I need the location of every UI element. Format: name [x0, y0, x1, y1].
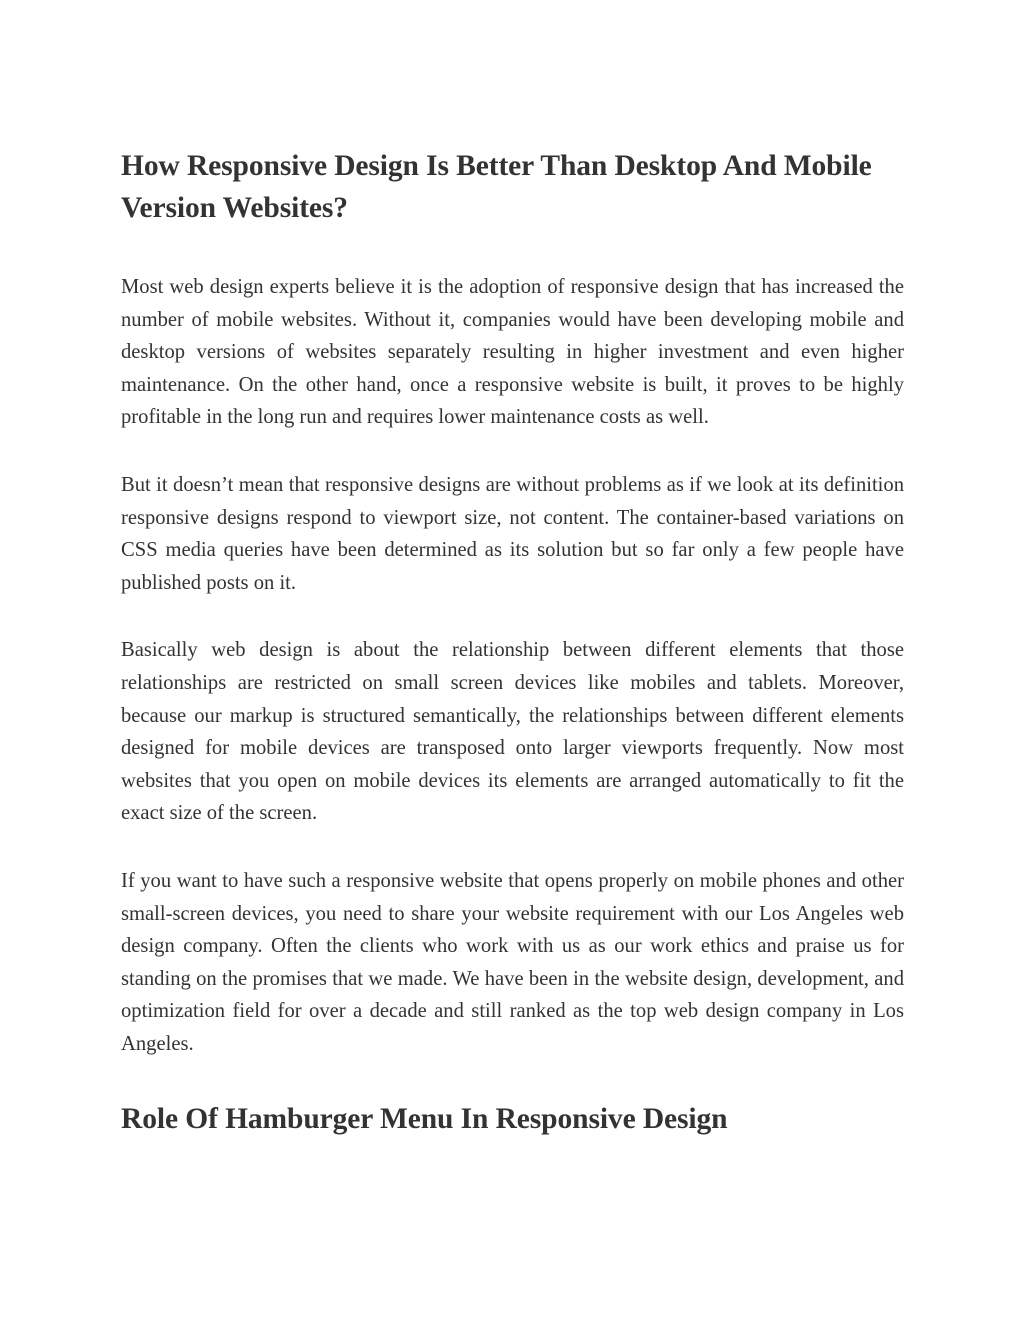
paragraph-4: If you want to have such a responsive website that opens properly on mobile phones and other small-screen devices, you need to share your website requirement with our Los Angeles web design company. Often the clients who work with us as our work ethics and praise us for standing on the promises that we made. We have been in the website design, development, and optimization field for over a decade and still ranked as the top web design company in Los Angeles. — [121, 869, 904, 1055]
paragraph-2: But it doesn’t mean that responsive designs are without problems as if we look at its definition responsive designs respond to viewport size, not content. The container-based variations on CSS media queries have been determined as its solution but so far only a few people have published posts on it. — [121, 473, 904, 594]
paragraph-1: Most web design experts believe it is the adoption of responsive design that has increased the number of mobile websites. Without it, companies would have been developing mobile and desktop versions of websites separately resulting in higher investment and even higher maintenance. On the other hand, once a responsive website is built, it proves to be highly profitable in the long run and requires lower maintenance costs as well. — [121, 276, 904, 429]
paragraph-3: Basically web design is about the relationship between different elements that those relationships are restricted on small screen devices like mobiles and tablets. Moreover, because our markup is structured semantically, the relationships between different elements designed for mobile devices are transposed onto larger viewports frequently. Now most websites that you open on mobile devices its elements are arranged automatically to fit the exact size of the screen. — [121, 639, 904, 825]
page-title: How Responsive Design Is Better Than Desktop And Mobile Version Websites? — [121, 150, 872, 224]
section-heading: Role Of Hamburger Menu In Responsive Design — [121, 1103, 728, 1136]
document-page — [121, 145, 904, 1140]
